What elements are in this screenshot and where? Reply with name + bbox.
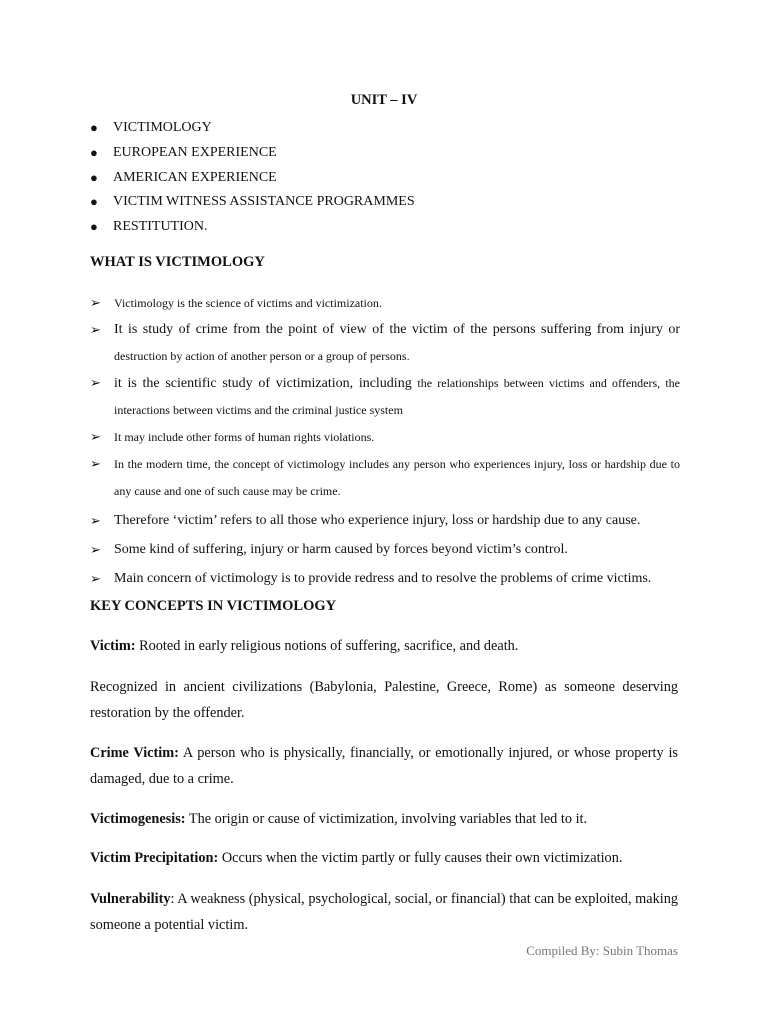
victim-precipitation-paragraph: Victim Precipitation: Occurs when the victim partly or fully causes their own victimization. [90,850,623,866]
term-label: Victim Precipitation: [90,850,219,866]
topic-list [90,118,415,242]
arrow-bullet-icon: ➢ [90,375,101,390]
term-label: Victim: [90,638,136,654]
list-item: ➢ it is the scientific study of victimization, including the relationships between victims and offenders, the interactions between victims and the criminal justice system [90,370,680,424]
list-item: ➢ It may include other forms of human rights violations. [90,424,680,451]
bullet-icon: ● [90,120,98,135]
bullet-icon: ● [90,169,98,185]
definition-list [90,290,680,592]
list-item: ➢ In the modern time, the concept of victimology includes any person who experiences injury, loss or hardship due to any cause and one of such cause may be crime. [90,451,680,505]
term-label: Crime Victim: [90,745,179,761]
bullet-icon: ● [90,219,98,235]
unit-title: UNIT – IV [350,92,418,108]
topic-item: ● VICTIMOLOGY [90,118,415,143]
crime-victim-paragraph: Crime Victim: A person who is physically, financially, or emotionally injured, or whose property is damaged, due to a crime. [90,745,678,787]
arrow-bullet-icon: ➢ [90,429,101,444]
list-item: ➢ Victimology is the science of victims and victimization. [90,290,680,317]
arrow-bullet-icon: ➢ [90,542,101,557]
list-item: ➢ Therefore ‘victim’ refers to all those who experience injury, loss or hardship due to any cause. [90,508,680,534]
victimogenesis-paragraph: Victimogenesis: The origin or cause of victimization, involving variables that led to it. [90,811,588,827]
vulnerability-paragraph: Vulnerability: A weakness (physical, psychological, social, or financial) that can be exploited, making someone a potential victim. [90,891,678,933]
arrow-bullet-icon: ➢ [90,571,101,586]
topic-item: ● VICTIM WITNESS ASSISTANCE PROGRAMMES [90,192,415,217]
arrow-bullet-icon: ➢ [90,456,101,471]
arrow-bullet-icon: ➢ [90,322,101,337]
topic-item: ● AMERICAN EXPERIENCE [90,168,415,193]
list-item: ➢ Main concern of victimology is to provide redress and to resolve the problems of crime victims. [90,566,680,592]
list-item: ➢ Some kind of suffering, injury or harm caused by forces beyond victim’s control. [90,537,680,563]
term-label: Vulnerability [90,891,171,907]
bullet-icon: ● [90,144,98,160]
key-concepts-heading: KEY CONCEPTS IN VICTIMOLOGY [90,598,337,614]
topic-item: ● RESTITUTION. [90,217,415,242]
footer-credit: Compiled By: Subin Thomas [526,943,678,958]
list-item: ➢ It is study of crime from the point of view of the victim of the persons suffering from injury or destruction by action of another person or a group of persons. [90,317,680,370]
term-label: Victimogenesis: [90,811,186,827]
victim-paragraph: Victim: Rooted in early religious notions of suffering, sacrifice, and death. [90,638,519,654]
what-is-victimology-heading: WHAT IS VICTIMOLOGY [90,254,265,270]
topic-item: ● EUROPEAN EXPERIENCE [90,143,415,168]
recognized-paragraph: Recognized in ancient civilizations (Babylonia, Palestine, Greece, Rome) as someone deserving restoration by the offender. [90,679,678,721]
bullet-icon: ● [90,194,98,210]
arrow-bullet-icon: ➢ [90,295,101,310]
arrow-bullet-icon: ➢ [90,513,101,528]
